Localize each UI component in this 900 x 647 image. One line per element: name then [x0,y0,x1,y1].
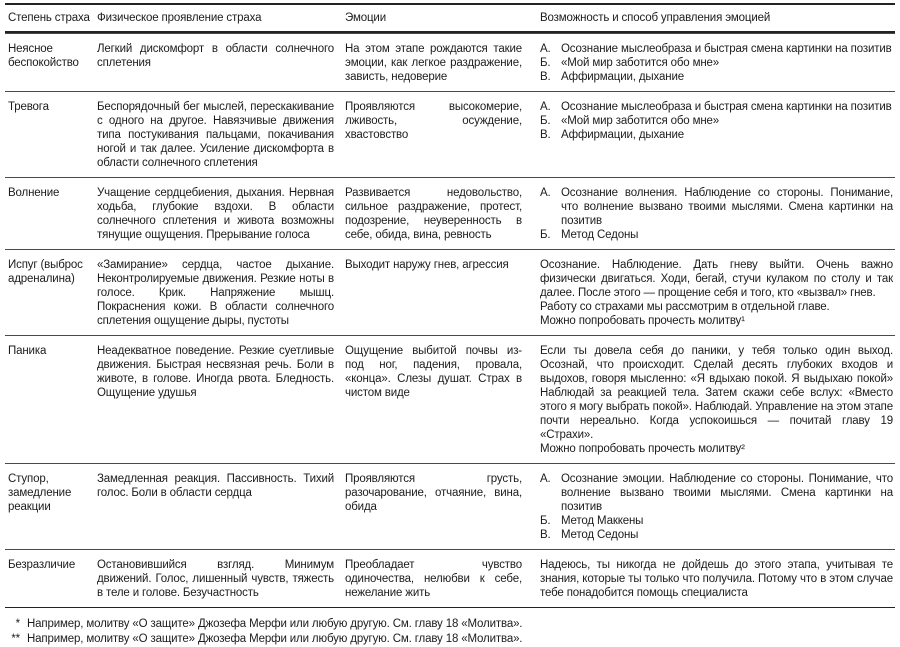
item-text: Осознание волнения. Наблюдение со стороны. Понимание, что волнение вызвано твоими мыслями. Смена картинки на позитив [561,187,893,227]
fear-stages-table [5,3,895,608]
footnotes [5,617,895,647]
item-marker: В. [540,71,551,83]
degree-cell: Испуг (выброс адреналина) [8,259,83,285]
item-marker: В. [540,129,551,141]
degree-cell: Безразличие [8,559,76,571]
management-cell [540,550,895,607]
item-text: «Мой мир заботится обо мне» [561,57,720,69]
management-paragraph: Можно попробовать прочесть молитву² [540,443,745,455]
table-row [5,177,895,249]
management-cell [540,178,895,249]
management-item [540,128,893,142]
emotions-cell: Развивается недовольство, сильное раздражение, протест, подозрение, неуверенность в себе, обида, вина, ревность [345,187,522,241]
management-paragraph: Осознание. Наблюдение. Дать гневу выйти. Очень важно физически двигаться. Ходи, бегай, стучи кулаком по столу и так далее. После этого — прощение себя и того, кто «вызвал» гнев. [540,259,893,299]
physical-cell: Остановившийся взгляд. Минимум движений. Голос, лишенный чувств, тяжесть в теле и голове. Безучастность [97,559,334,599]
item-text: Метод Маккены [561,515,644,527]
item-marker: Б. [540,229,551,241]
header-physical: Физическое проявление страха [97,12,262,24]
table-row [5,91,895,177]
item-text: Осознание мыслеобраза и быстрая смена картинки на позитив [561,43,892,55]
management-item [540,528,893,542]
management-paragraph: Работу со страхами мы рассмотрим в отдельной главе. [540,301,830,313]
degree-cell: Ступор, замедление реакции [8,473,72,513]
management-cell [540,34,895,91]
physical-cell: Беспорядочный бег мыслей, перескакивание с одного на другое. Навязчивые движения типа постукивания пальцами, покачивания ногой и так далее. Усиление дискомфорта в области солнечного сплетения [97,101,334,169]
emotions-cell: На этом этапе рождаются такие эмоции, как легкое раздражение, зависть, недоверие [345,43,522,83]
emotions-cell: Выходит наружу гнев, агрессия [345,259,509,271]
footnote-text: Например, молитву «О защите» Джозефа Мерфи или любую другую. См. главу 18 «Молитва». [27,618,523,630]
management-cell [540,464,895,549]
footnote [5,632,895,647]
emotions-cell: Проявляются грусть, разочарование, отчаяние, вина, обида [345,473,522,513]
header-management: Возможность и способ управления эмоцией [540,12,771,24]
item-marker: А. [540,473,551,485]
management-cell [540,336,895,463]
management-item [540,114,893,128]
management-item [540,56,893,70]
emotions-cell: Проявляются высокомерие, лживость, осуждение, хвастовство [345,101,522,141]
item-text: Аффирмации, дыхание [561,71,684,83]
management-paragraph: Надеюсь, ты никогда не дойдешь до этого этапа, учитывая те знания, которые ты только что получила. Потому что в этом случае тебе понадобится помощь специалиста [540,559,893,599]
item-text: Осознание мыслеобраза и быстрая смена картинки на позитив [561,101,892,113]
item-text: Аффирмации, дыхание [561,129,684,141]
management-item [540,186,893,228]
item-marker: Б. [540,515,551,527]
degree-cell: Волнение [8,187,60,199]
item-text: «Мой мир заботится обо мне» [561,115,720,127]
table-header-row [5,5,895,33]
management-item [540,42,893,56]
emotions-cell: Ощущение выбитой почвы из-под ног, падения, провала, «конца». Слезы душат. Страх в чистом виде [345,345,522,399]
physical-cell: Учащение сердцебиения, дыхания. Нервная ходьба, глубокие вздохи. В области солнечного сплетения и живота возможны тянущие ощущения. Прерывание голоса [97,187,334,241]
table-row [5,463,895,549]
management-item [540,70,893,84]
footnote-marker: ** [11,633,20,645]
management-item [540,472,893,514]
management-item [540,514,893,528]
table-row [5,249,895,335]
table-row [5,335,895,463]
item-text: Метод Седоны [561,229,639,241]
header-emotions: Эмоции [345,12,386,24]
table-row [5,549,895,607]
management-paragraph: Если ты довела себя до паники, у тебя только один выход. Осознай, что происходит. Сделай десять глубоких входов и выдохов, говоря мысленно: «Я вдыхаю покой. Я выдыхаю покой» Наблюдай за реакцией тела. Затем скажи себе вслух: «Вместо этого я могу выбрать покой». Наблюдай. Управление на этом этапе почти нереально. Когда успокоишься — почитай главу 19 «Страхи». [540,345,893,441]
degree-cell: Паника [8,345,47,357]
footnote-marker: * [15,618,20,630]
management-item [540,228,893,242]
management-item [540,100,893,114]
footnote-text: Например, молитву «О защите» Джозефа Мерфи или любую другую. См. главу 18 «Молитва». [27,633,523,645]
footnote [5,617,895,632]
management-cell [540,250,895,335]
degree-cell: Неясное беспокойство [8,43,79,69]
emotions-cell: Преобладает чувство одиночества, нелюбви к себе, нежелание жить [345,559,522,599]
physical-cell: Неадекватное поведение. Резкие суетливые движения. Быстрая несвязная речь. Боли в животе, в голове. Иногда рвота. Бледность. Ощущение удушья [97,345,334,399]
item-marker: Б. [540,57,551,69]
item-marker: А. [540,43,551,55]
management-cell [540,92,895,177]
item-marker: А. [540,187,551,199]
physical-cell: Легкий дискомфорт в области солнечного сплетения [97,43,334,69]
table-row [5,33,895,91]
item-text: Осознание эмоции. Наблюдение со стороны. Понимание, что волнение вызвано твоими мыслями. Смена картинки на позитив [561,473,893,513]
item-text: Метод Седоны [561,529,639,541]
item-marker: Б. [540,115,551,127]
management-paragraph: Можно попробовать прочесть молитву¹ [540,315,745,327]
physical-cell: «Замирание» сердца, частое дыхание. Неконтролируемые движения. Резкие ноты в голосе. Крик. Напряжение мышц. Покраснения кожи. В области солнечного сплетения ощущение дыры, пустоты [97,259,334,327]
item-marker: А. [540,101,551,113]
degree-cell: Тревога [8,101,49,113]
physical-cell: Замедленная реакция. Пассивность. Тихий голос. Боли в области сердца [97,473,334,499]
header-degree: Степень страха [8,12,90,24]
item-marker: В. [540,529,551,541]
